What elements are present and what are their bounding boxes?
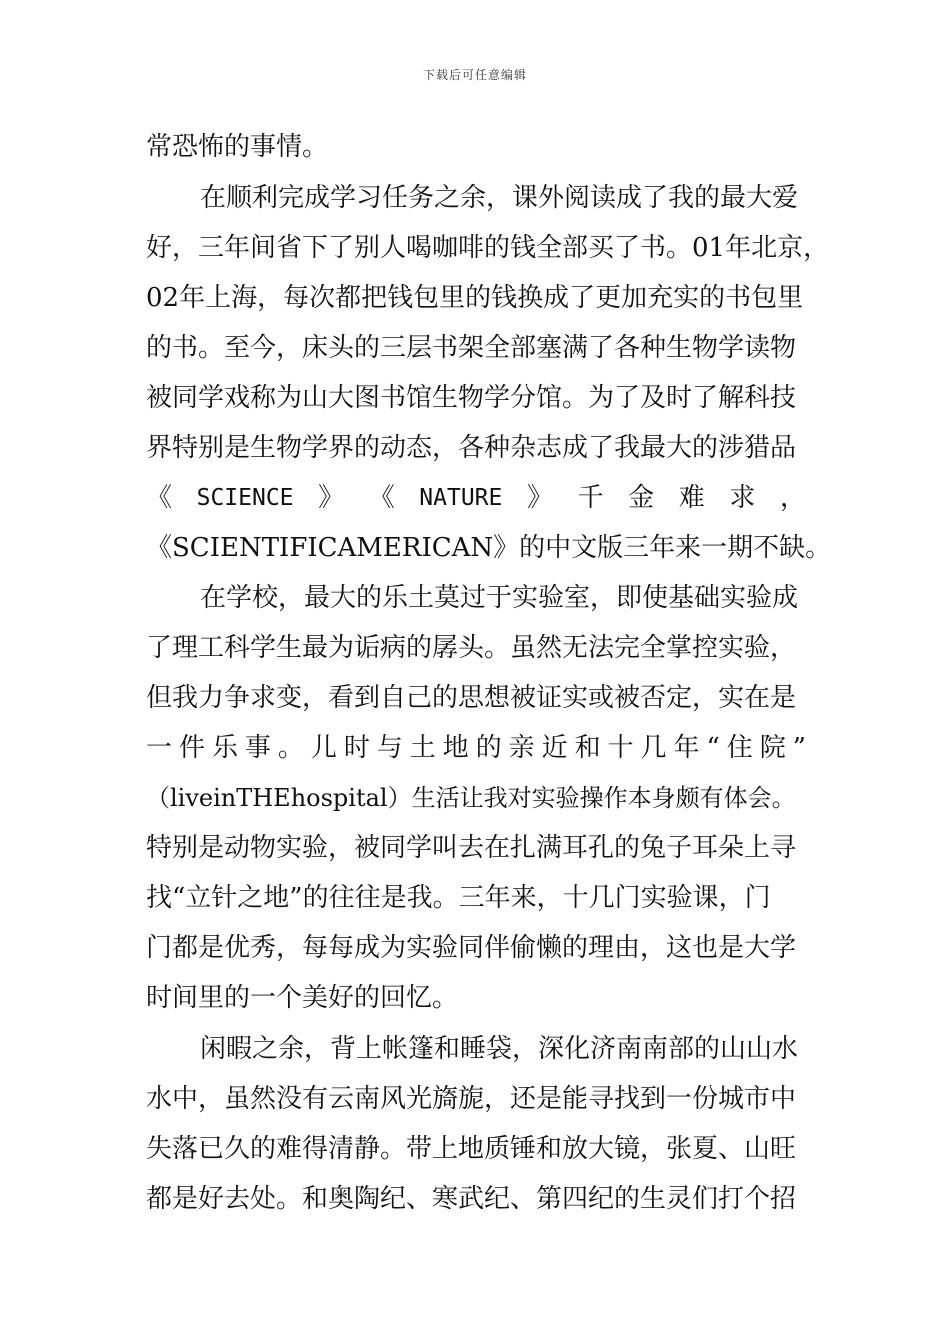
text-line: 都是好去处。和奥陶纪、寒武纪、第四纪的生灵们打个招 bbox=[146, 1184, 797, 1214]
text-fragment: 》 bbox=[526, 483, 553, 513]
paragraph-start-line: 在学校，最大的乐土莫过于实验室，即使基础实验成 bbox=[200, 583, 799, 613]
text-fragment: 时 bbox=[343, 733, 370, 763]
paragraph-start-line: 在顺利完成学习任务之余，课外阅读成了我的最大爱 bbox=[200, 183, 799, 213]
text-line: 被同学戏称为山大图书馆生物学分馆。为了及时了解科技 bbox=[146, 383, 797, 413]
text-fragment: SCIENCE bbox=[196, 485, 294, 511]
text-fragment: 一 bbox=[146, 733, 173, 763]
text-line: 界特别是生物学界的动态，各种杂志成了我最大的涉猎品 bbox=[146, 433, 797, 463]
text-fragment: 《 bbox=[368, 483, 395, 513]
text-fragment: 金 bbox=[628, 483, 655, 513]
text-fragment: 《 bbox=[146, 483, 173, 513]
text-line: 失落已久的难得清静。带上地质锤和放大镜，张夏、山旺 bbox=[146, 1134, 797, 1164]
text-fragment: 求 bbox=[729, 483, 756, 513]
text-fragment: 土 bbox=[409, 733, 436, 763]
text-line: 门都是优秀，每每成为实验同伴偷懒的理由，这也是大学 bbox=[146, 933, 797, 963]
text-line: 的书。至今，床头的三层书架全部塞满了各种生物学读物 bbox=[146, 333, 797, 363]
text-fragment: 院 bbox=[759, 733, 786, 763]
paragraph-start-line: 闲暇之余，背上帐篷和睡袋，深化济南南部的山山水 bbox=[200, 1034, 799, 1064]
text-fragment: 。 bbox=[277, 733, 304, 763]
text-line: （liveinTHEhospital）生活让我对实验操作本身颇有体会。 bbox=[146, 784, 796, 812]
text-line: 《SCIENTIFICAMERICAN》的中文版三年来一期不缺。 bbox=[146, 533, 832, 563]
text-line: 常恐怖的事情。 bbox=[146, 132, 329, 162]
text-fragment: 乐 bbox=[211, 733, 238, 763]
justified-text-line bbox=[146, 731, 806, 765]
text-line: 找“立针之地”的往往是我。三年来，十几门实验课，门 bbox=[146, 883, 771, 913]
text-fragment: 难 bbox=[678, 483, 705, 513]
text-fragment: NATURE bbox=[419, 485, 503, 511]
text-fragment: ” bbox=[792, 733, 806, 763]
text-fragment: 件 bbox=[178, 733, 205, 763]
text-fragment: 儿 bbox=[310, 733, 337, 763]
text-fragment: 住 bbox=[726, 733, 753, 763]
text-fragment: 和 bbox=[574, 733, 601, 763]
text-fragment: 的 bbox=[475, 733, 502, 763]
text-line: 水中，虽然没有云南风光旖旎，还是能寻找到一份城市中 bbox=[146, 1084, 797, 1114]
text-fragment: 几 bbox=[640, 733, 667, 763]
text-line: 了理工科学生最为诟病的孱头。虽然无法完全掌控实验， bbox=[146, 633, 797, 663]
text-fragment: 事 bbox=[244, 733, 271, 763]
text-line: 时间里的一个美好的回忆。 bbox=[146, 983, 459, 1013]
text-fragment: 亲 bbox=[508, 733, 535, 763]
text-line: 但我力争求变，看到自己的思想被证实或被否定，实在是 bbox=[146, 683, 797, 713]
text-fragment: 》 bbox=[318, 483, 345, 513]
text-fragment: “ bbox=[706, 733, 720, 763]
text-fragment: 与 bbox=[376, 733, 403, 763]
justified-text-line bbox=[146, 481, 806, 515]
text-fragment: 千 bbox=[577, 483, 604, 513]
text-fragment: 地 bbox=[442, 733, 469, 763]
text-line: 特别是动物实验，被同学叫去在扎满耳孔的兔子耳朵上寻 bbox=[146, 833, 797, 863]
text-fragment: 近 bbox=[541, 733, 568, 763]
text-line: 02年上海，每次都把钱包里的钱换成了更加充实的书包里 bbox=[146, 283, 804, 313]
text-line: 好，三年间省下了别人喝咖啡的钱全部买了书。01年北京， bbox=[146, 233, 830, 263]
page-header: 下载后可任意编辑 bbox=[422, 68, 527, 82]
text-fragment: 十 bbox=[607, 733, 634, 763]
text-fragment: ， bbox=[779, 483, 806, 513]
text-fragment: 年 bbox=[673, 733, 700, 763]
